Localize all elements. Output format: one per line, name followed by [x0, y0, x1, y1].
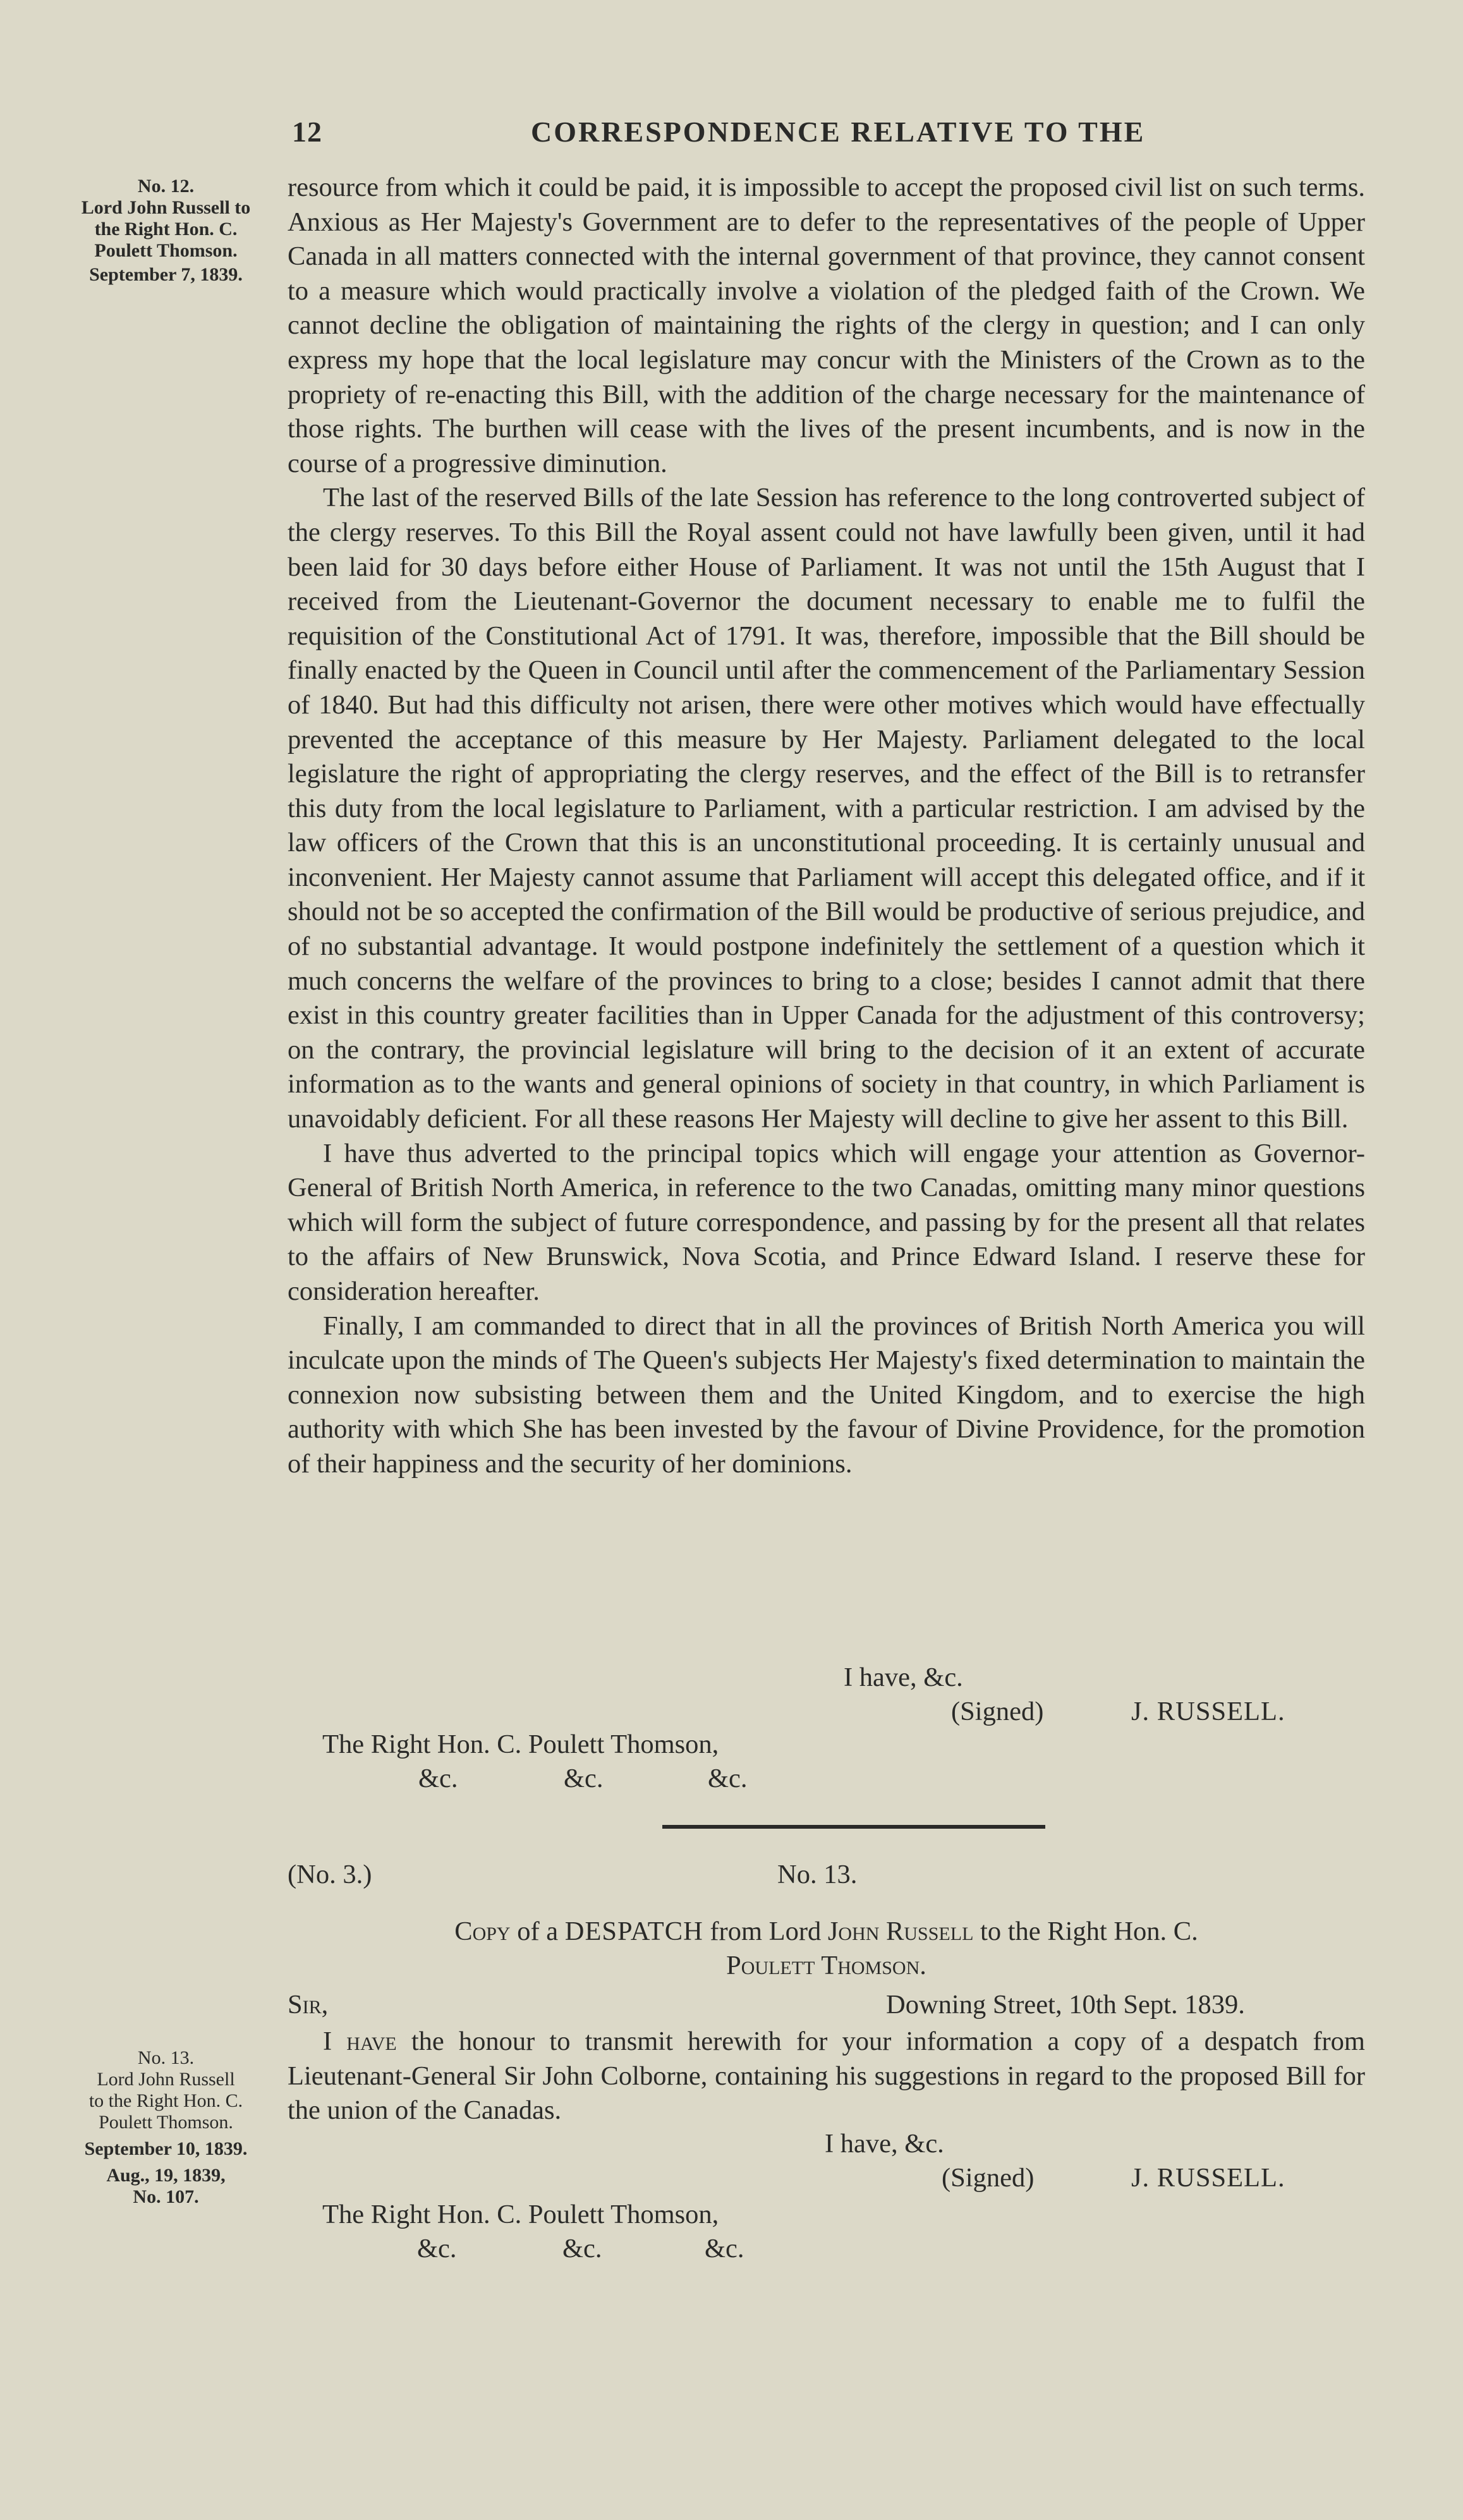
margin-note-line: Poulett Thomson. — [99, 2112, 233, 2133]
despatch-reference: (No. 3.) — [288, 1860, 372, 1889]
despatch-text: the honour to transmit herewith for your information a copy of a despatch from Lieutenant-General Sir John Colborne, containing his suggestions in regard to the proposed Bill for the union of the Canadas. — [288, 2026, 1365, 2126]
closing-i-have: I have, &c. — [844, 1663, 963, 1692]
etc: &c. — [417, 2234, 457, 2263]
margin-note-line: to the Right Hon. C. — [88, 2090, 243, 2111]
margin-note-no-13 — [70, 2047, 262, 2208]
section-divider — [662, 1825, 1045, 1829]
etc: &c. — [705, 2234, 744, 2263]
place-date: Downing Street, 10th Sept. 1839. — [886, 1990, 1245, 2020]
margin-note-number: No. 12. — [137, 176, 195, 197]
letter-body — [288, 171, 1365, 1482]
paragraph: Finally, I am commanded to direct that in all the provinces of British North America you will inculcate upon the minds of The Queen's subjects Her Majesty's fixed determination to maintain the connexion now subsisting between them and the United Kingdom, and to exercise the high authority with which She has been invested by the favour of Divine Providence, for the promotion of their happiness and the security of her dominions. — [288, 1311, 1365, 1479]
margin-note-ref: No. 107. — [133, 2186, 199, 2207]
margin-note-ref: Aug., 19, 1839, — [106, 2165, 226, 2186]
margin-note-line: Lord John Russell — [97, 2069, 235, 2090]
salutation: Sir, — [288, 1990, 329, 2020]
closing-signed: (Signed) — [951, 1697, 1044, 1726]
margin-note-line: Lord John Russell to — [81, 197, 251, 218]
margin-note-no-12 — [70, 176, 262, 286]
paragraph: The last of the reserved Bills of the late Session has reference to the long controverted subject of the clergy reserves. To this Bill the Royal assent could not have lawfully been given, until it had been laid for 30 days before either House of Parliament. It was not until the 15th August that I received from the Lieutenant-Governor the document necessary to enable me to fulfil the requisition of the Constitutional Act of 1791. It was, therefore, impossible that the Bill should be finally enacted by the Queen in Council until after the commencement of the Parliamentary Session of 1840. But had this difficulty not arisen, there were other motives which would have effectually prevented the acceptance of this measure by Her Majesty. Parliament delegated to the local legislature the right of appropriating the clergy reserves, and the effect of the Bill is to retransfer this duty from the local legislature to Parliament, with a particular restriction. I am advised by the law officers of the Crown that this is an unconstitutional proceeding. It is certainly unusual and inconvenient. Her Majesty cannot assume that Parliament will accept this delegated office, and if it should not be so accepted the confirmation of the Bill would be productive of serious prejudice, and of no substantial advantage. It would postpone indefinitely the settlement of a question which it much concerns the welfare of the provinces to bring to a close; besides I cannot admit that there exist in this country greater facilities than in Upper Canada for the adjustment of this controversy; on the contrary, the provincial legislature will bring to the decision of it an extent of accurate information as to the wants and general opinions of society in that country, in which Parliament is unavoidably deficient. For all these reasons Her Majesty will decline to give her assent to this Bill. — [288, 483, 1365, 1134]
title-part: Poulett Thomson. — [726, 1951, 926, 1980]
signature-name: J. RUSSELL. — [1131, 2163, 1285, 2193]
page-number: 12 — [292, 116, 322, 148]
closing-signed: (Signed) — [942, 2163, 1035, 2193]
despatch-body — [288, 2025, 1365, 2128]
despatch-title — [288, 1915, 1365, 1983]
despatch-number: No. 13. — [777, 1860, 858, 1889]
addressee: The Right Hon. C. Poulett Thomson, — [322, 1729, 719, 1759]
title-part: to the Right Hon. C. — [973, 1917, 1198, 1946]
margin-note-date: September 10, 1839. — [84, 2138, 248, 2159]
paragraph: resource from which it could be paid, it is impossible to accept the proposed civil list on such terms. Anxious as Her Majesty's Government are to defer to the representatives of the people of Upper Canada in all matters connected with the internal government of that province, they cannot consent to a measure which would practically involve a violation of the pledged faith of the Crown. We cannot decline the obligation of maintaining the rights of the clergy in question; and I can only express my hope that the local legislature may concur with the Ministers of the Crown as to the propriety of re-enacting this Bill, with the addition of the charge necessary for the maintenance of those rights. The burthen will cease with the lives of the present incumbents, and is now in the course of a progressive diminution. — [288, 173, 1365, 478]
margin-note-number: No. 13. — [137, 2047, 195, 2068]
opening-word: I have — [323, 2026, 397, 2056]
etc: &c. — [564, 1764, 604, 1793]
title-part: DESPATCH — [564, 1917, 703, 1946]
signature-name: J. RUSSELL. — [1131, 1697, 1285, 1726]
paragraph: I have thus adverted to the principal topics which will engage your attention as Governor-General of British North America, in reference to the two Canadas, omitting many minor questions which will form the subject of future correspondence, and passing by for the present all that relates to the affairs of New Brunswick, Nova Scotia, and Prince Edward Island. I reserve these for consideration hereafter. — [288, 1138, 1365, 1306]
title-part: from Lord — [703, 1917, 828, 1946]
margin-note-date: September 7, 1839. — [89, 264, 243, 285]
title-part: John Russell — [827, 1917, 974, 1946]
title-part: of a — [510, 1917, 565, 1946]
running-title: CORRESPONDENCE RELATIVE TO THE — [531, 116, 1146, 148]
etc: &c. — [562, 2234, 602, 2263]
margin-note-line: Poulett Thomson. — [94, 240, 238, 261]
etc: &c. — [418, 1764, 458, 1793]
etc: &c. — [708, 1764, 748, 1793]
closing-i-have: I have, &c. — [825, 2129, 944, 2159]
title-part: Copy — [454, 1917, 511, 1946]
margin-note-line: the Right Hon. C. — [94, 219, 238, 239]
addressee: The Right Hon. C. Poulett Thomson, — [322, 2200, 719, 2229]
